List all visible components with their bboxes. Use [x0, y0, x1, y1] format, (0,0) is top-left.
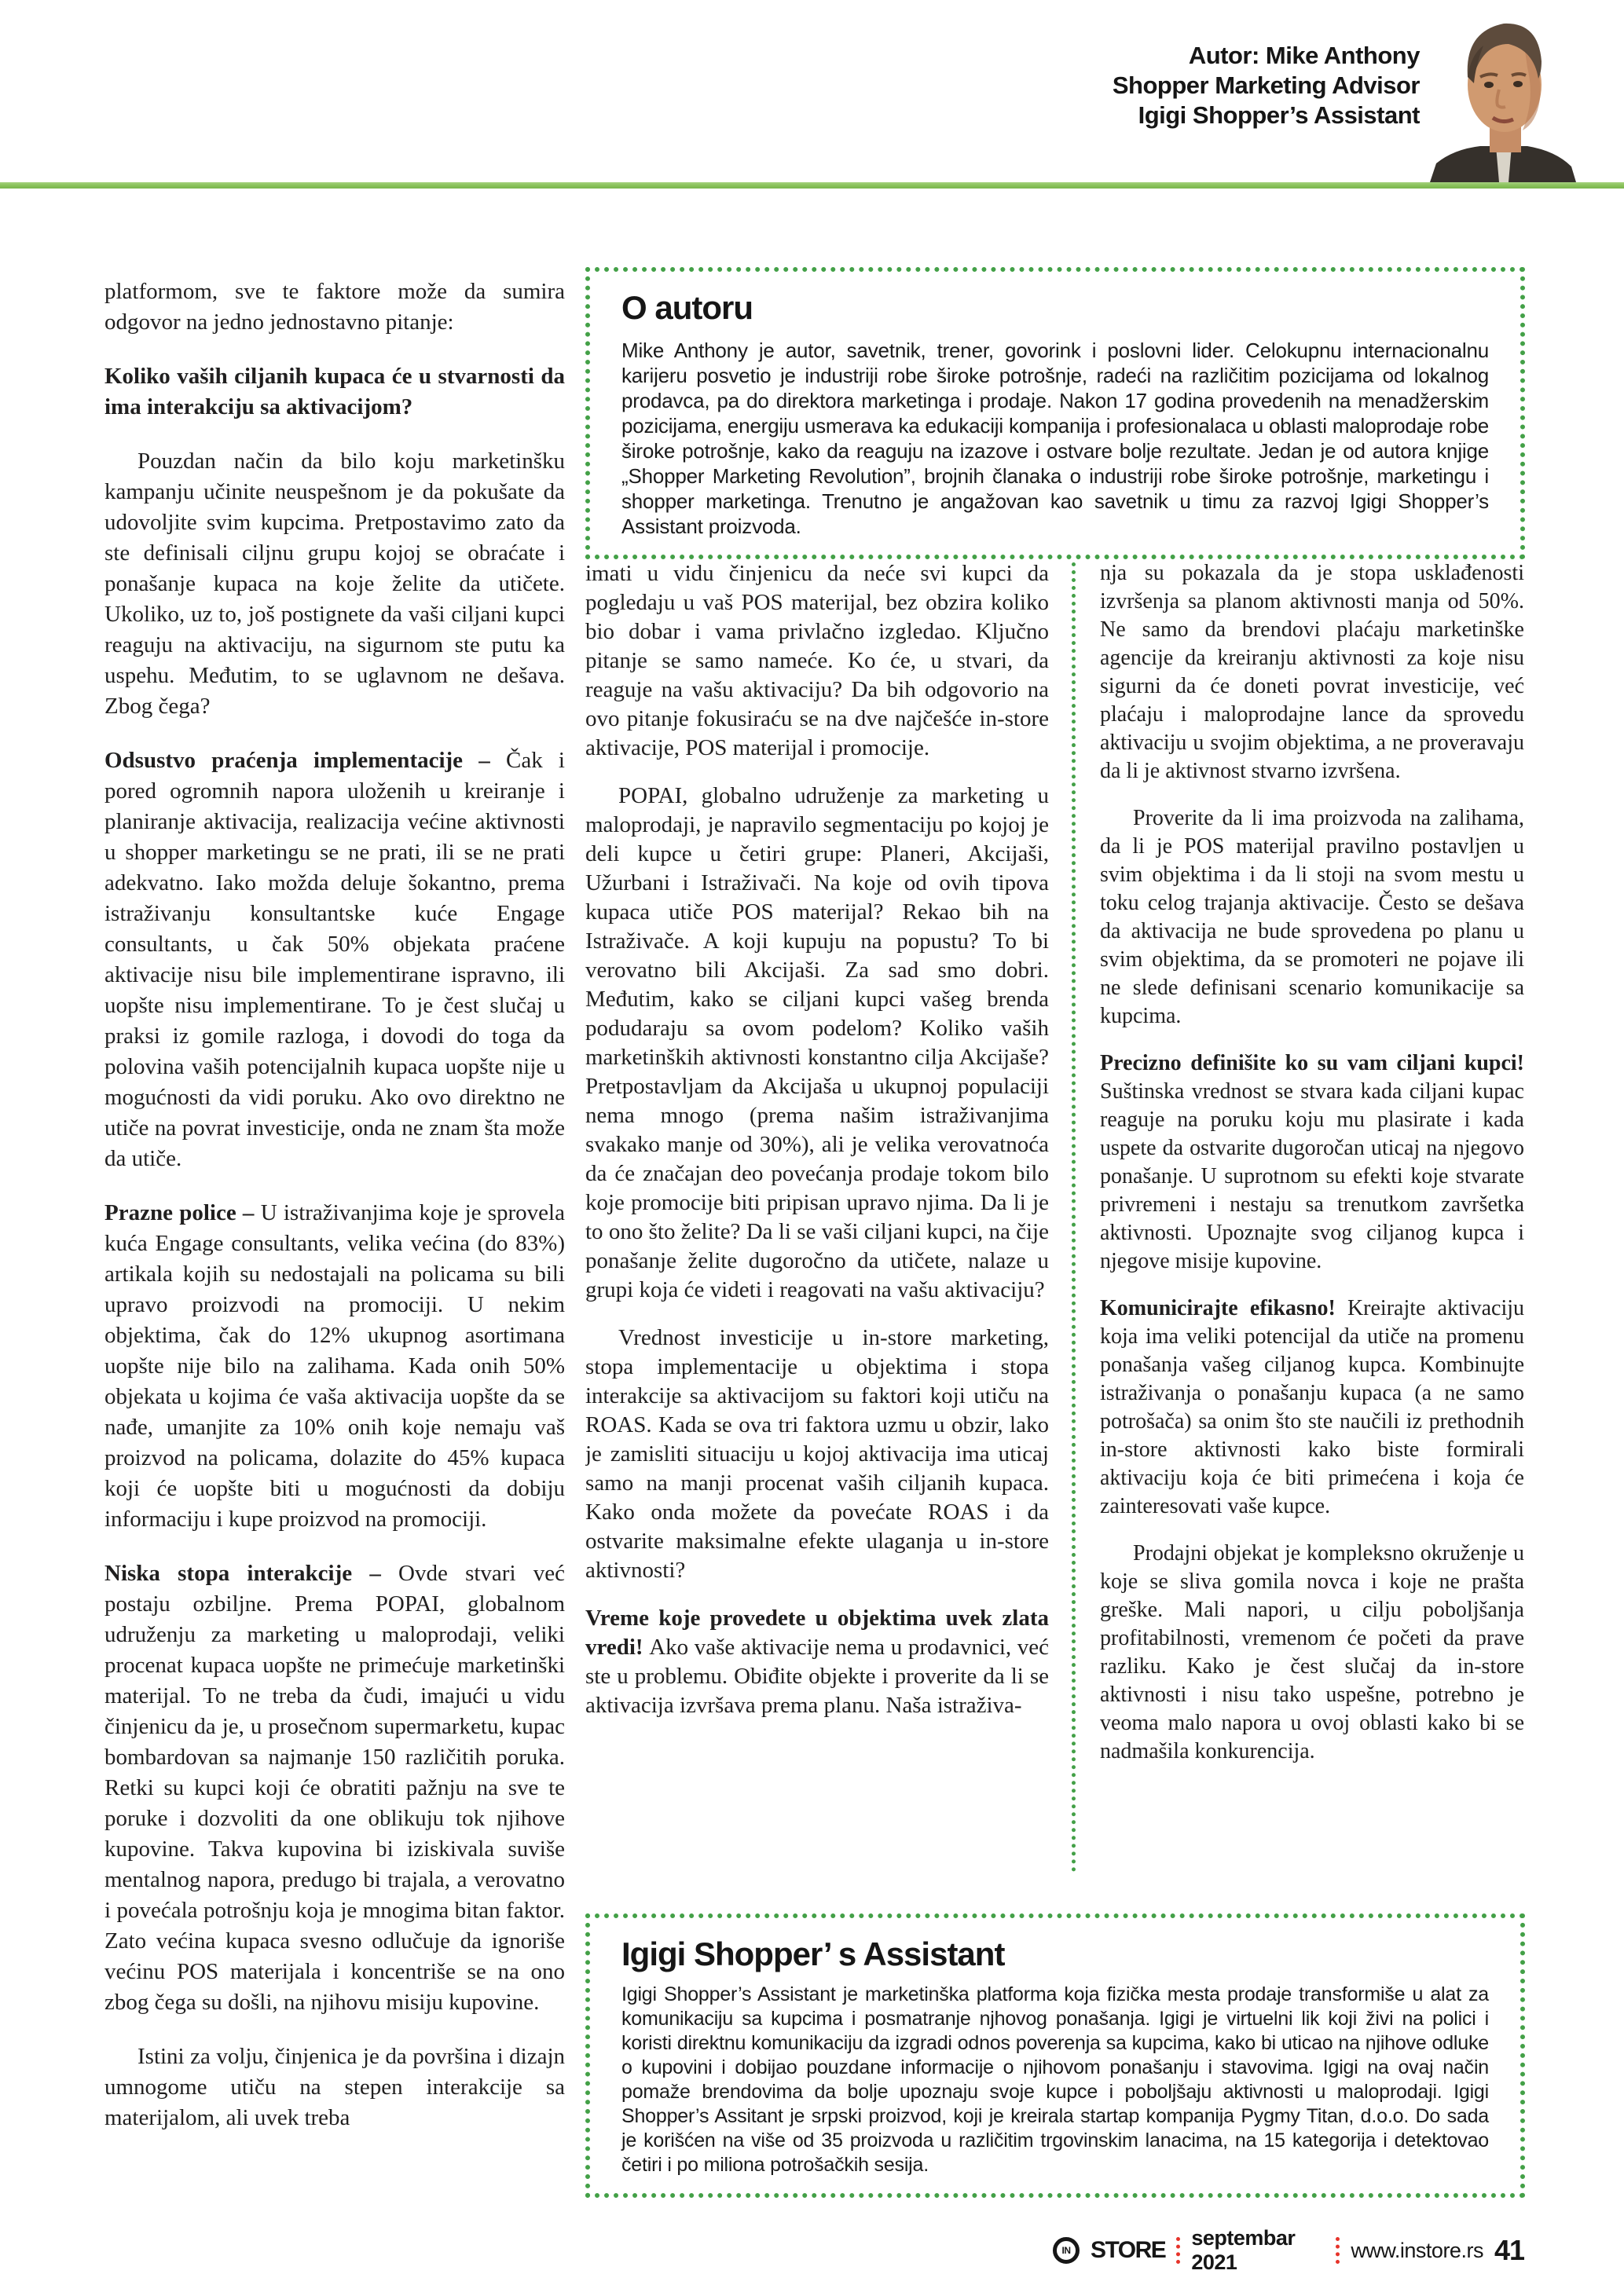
paragraph-lead: Niska stopa interakcije –	[104, 1561, 399, 1586]
paragraph: Prodajni objekat je kompleksno okruženje u koje se sliva gomila novca i koje ne prašta greške. Mali napori, u cilju poboljšanja profitabilnosti, vremenom će početi da prave razliku. Kako je čest slučaj da in-store aktivnosti i nisu tako uspešne, potrebno je veoma malo napora u ovoj oblasti kako bi se nadmašila konkurencija.	[1100, 1541, 1524, 1763]
author-line-name: Autor: Mike Anthony	[1188, 42, 1420, 69]
about-author-box	[585, 267, 1525, 559]
page-footer	[1053, 2226, 1524, 2274]
instore-logo-icon	[1053, 2237, 1080, 2264]
column-heading: Koliko vaših ciljanih kupaca će u stvarnosti da ima interakciju sa aktivacijom?	[104, 364, 565, 419]
about-box-body: Mike Anthony je autor, savetnik, trener, govorink i poslovni lider. Celokupnu internacionalnu karijeru posvetio je industriji robe široke potrošnje, radeći na različitim pozicijama od lokalnog prodavca, pa do direktora marketinga i prodaje. Nakon 17 godina provedenih na menadžerskim pozicijama, energiju usmerava ka edukaciji kompanija i profesionalaca u oblasti maloprodaje robe široke potrošnje, kako da reaguju na izazove i ostvare bolje rezultate. Jedan je od autora knjige „Shopper Marketing Revolution”, brojnih članaka o industriji robe široke potrošnje, marketingu i shopper marketinga. Trenutno je angažovan kao savetnik u timu za razvoj Igigi Shopper’s Assistant proizvoda.	[621, 339, 1489, 538]
author-photo	[1424, 5, 1581, 182]
paragraph: imati u vidu činjenicu da neće svi kupci da pogledaju u vaš POS materijal, bez obzira koliko bio dobar i vama privlačno izgledao. Ključno pitanje se samo nameće. Ko će, u stvari, da reaguje na vašu aktivaciju? Da bih odgovorio na ovo pitanje fokusiraću se na dve najčešće in-store aktivacije, POS materijal i promocije.	[585, 561, 1049, 760]
paragraph-lead: Vreme koje provedete u objektima uvek zlata vredi!	[585, 1606, 1049, 1660]
paragraph: Vreme koje provedete u objektima uvek zlata vredi! Ako vaše aktivacije nema u prodavnici, već ste u problemu. Obiđite objekte i proverite da li se aktivacija izvršava prema planu. Naša istraživa-	[585, 1606, 1049, 1718]
column-middle	[585, 559, 1049, 1906]
paragraph-lead: Odsustvo praćenja implementacije –	[104, 748, 506, 773]
page-number: 41	[1494, 2234, 1524, 2266]
paragraph-lead: Prazne police –	[104, 1200, 261, 1225]
website-url: www.instore.rs	[1351, 2238, 1483, 2262]
author-block	[823, 41, 1420, 130]
instore-logo-text: IN	[1061, 2245, 1071, 2256]
author-line-role: Shopper Marketing Advisor	[1112, 71, 1420, 99]
footer-separator	[1176, 2237, 1180, 2264]
paragraph-lead: Precizno definišite ko su vam ciljani kupci!	[1100, 1051, 1524, 1075]
igigi-box-title: Igigi Shopper’ s Assistant	[621, 1935, 1005, 1972]
about-box-title: O autoru	[621, 289, 753, 326]
column-left	[104, 276, 565, 2198]
magazine-name: STORE	[1091, 2237, 1166, 2263]
igigi-box-body: Igigi Shopper’s Assistant je marketinška platforma koja fizička mesta prodaje transformiše u alat za komunikaciju sa kupcima i posmatranje njhovog ponašanja. Igigi je virtuelni lik koji živi na polici i koristi direktnu komunikaciju da izgradi odnos poverenja sa kupcima, kako bi uticao na njihove odluke o kupovini i dobijao pouzdane informacije o njihovom ponašanju i stavovima. Igigi na ovaj način pomaže brendovima da bolje upoznaju svoje kupce i poboljšaju aktivnosti u maloprodaji. Igigi Shopper’s Assitant je srpski proizvod, koji je kreirala startap kompanija Pygmy Titan, d.o.o. Do sada je korišćen na više od 35 proizvoda u različitim trgovinskim lanacima, na 15 kategorija i detektovao četiri i po miliona potrošačkih sesija.	[621, 1983, 1489, 2176]
paragraph-lead: Komunicirajte efikasno!	[1100, 1296, 1347, 1320]
author-line-company: Igigi Shopper’s Assistant	[1138, 101, 1420, 129]
paragraph: platformom, sve te faktore može da sumira odgovor na jedno jednostavno pitanje:	[104, 279, 565, 335]
paragraph: Komunicirajte efikasno! Kreirajte aktivaciju koja ima veliki potencijal da utiče na promenu ponašanja vašeg ciljanog kupca. Kombinujte istraživanja o ponašanju kupaca (a ne samo potrošača) sa onim što ste naučili iz prethodnih in-store aktivnosti kako biste formirali aktivaciju koja će biti primećena i koja će zainteresovati vaše kupce.	[1100, 1296, 1524, 1518]
paragraph: POPAI, globalno udruženje za marketing u maloprodaji, je napravilo segmentaciju po kojoj je deli kupce u četiri grupe: Planeri, Akcijaši, Užurbani i Istraživači. Na koje od ovih tipova kupaca utiče POS materijal? Rekao bih na Istraživače. A koji kupuju na popustu? To bi verovatno bili Akcijaši. Za sad smo dobri. Međutim, kako se ciljani kupci vašeg brenda podudaraju sa ovom podelom? Koliko vaših marketinških aktivnosti konstantno cilja Akcijaše? Pretpostavljam da Akcijaša u ukupnoj populaciji nema mnogo (prema našim istraživanjima svakako manje od 30%), ali je velika verovatnoća da će značajan deo povećanja prodaje tokom bilo koje promocije biti pripisan upravo njima. Da li je to ono što želite? Da li se vaši ciljani kupci, na čije ponašanje želite dugoročno da utičete, nalaze u grupi koja će videti i reagovati na vašu aktivaciju?	[585, 783, 1049, 1302]
paragraph: Precizno definišite ko su vam ciljani kupci! Suštinska vrednost se stvara kada ciljani kupac reaguje na poruku koju mu plasirate i kada uspete da ostvarite dugoročan uticaj na njegovo ponašanje. U suprotnom su efekti koje stvarate privremeni i nestaju sa trenutkom završetka aktivnosti. Upoznajte svog ciljanog kupca i njegove misije kupovine.	[1100, 1051, 1524, 1273]
paragraph: Vrednost investicije u in-store marketing, stopa implementacije u objektima i stopa interakcije sa aktivacijom su faktori koji utiču na ROAS. Kada se ova tri faktora uzmu u obzir, lako je zamisliti situaciju u kojoj aktivacija ima uticaj samo na manji procenat vaših ciljanih kupaca. Kako onda možete da povećate ROAS i da ostvarite maksimalne efekte ulaganja u in-store aktivnosti?	[585, 1325, 1049, 1583]
paragraph: Pouzdan način da bilo koju marketinšku kampanju učinite neuspešnom je da pokušate da udovoljite svim kupcima. Pretpostavimo zato da ste definisali ciljnu grupu kojoj se obraćate i ponašanje kupaca na koje želite da utičete. Ukoliko, uz to, još postignete da vaši ciljani kupci reaguju na aktivaciju, na sigurnom ste putu ka uspehu. Međutim, to se uglavnom ne dešava. Zbog čega?	[104, 449, 565, 719]
paragraph: nja su pokazala da je stopa usklađenosti izvršenja sa planom aktivnosti manja od 50%. Ne samo da brendovi plaćaju marketinške agencije da kreiranju aktivnosti za koje nisu sigurni da će doneti povrat investicije, već plaćaju i maloprodajne lance da sprovedu aktivaciju u svojim objektima, a ne proveravaju da li je aktivnost stvarno izvršena.	[1100, 561, 1524, 783]
column-right	[1100, 559, 1524, 1906]
paragraph: Prazne police – U istraživanjima koje je sprovela kuća Engage consultants, velika većina (do 83%) artikala kojih su nedostajali na policama su bili upravo proizvodi na promociji. U nekim objektima, čak do 12% ukupnog asortimana uopšte nije bilo na zalihama. Kada onih 50% objekata u kojima će vaša aktivacija uopšte da se nađe, umanjite za 10% onih koje nemaju vaš proizvod na policama, dolazite do 45% kupaca koji će uopšte biti u mogućnosti da dobiju informaciju i kupe proizvod na promociji.	[104, 1200, 565, 1532]
igigi-box	[585, 1913, 1525, 2198]
header-rule	[0, 182, 1624, 189]
paragraph: Istini za volju, činjenica je da površina i dizajn umnogome utiču na stepen interakcije sa materijalom, ali uvek treba	[104, 2044, 565, 2130]
column-separator	[1072, 562, 1076, 1873]
paragraph: Niska stopa interakcije – Ovde stvari već postaju ozbiljne. Prema POPAI, globalnom udruženju za marketing u maloprodaji, veliki procenat kupaca uopšte ne primećuje marketinški materijal. To ne treba da čudi, imajući u vidu činjenicu da je, u prosečnom supermarketu, kupac bombardovan sa najmanje 150 različitih poruka. Retki su kupci koji će obratiti pažnju na sve te poruke i dozvoliti da one oblikuju tok njihove kupovine. Takva kupovina bi iziskivala suviše mentalnog napora, predugo bi trajala, a verovatno i povećala potrošnju koja je mnogima bitan faktor. Zato većina kupaca svesno odlučuje da ignoriše većinu POS materijala i koncentriše se na ono zbog čega su došli, na njihovu misiju kupovine.	[104, 1561, 565, 2015]
footer-separator	[1336, 2237, 1340, 2264]
paragraph: Odsustvo praćenja implementacije – Čak i pored ogromnih napora uloženih u kreiranje i planiranje aktivacija, realizacija većine aktivnosti u shopper marketingu se ne prati, ili se ne prati adekvatno. Iako možda deluje šokantno, prema istraživanju konsultantske kuće Engage consultants, u čak 50% objekata praćene aktivacije nisu bile implementirane ispravno, ili uopšte nisu implementirane. To je čest slučaj u praksi iz gomile razloga, i dovodi do toga da polovina vaših potencijalnih kupaca uopšte nije u mogućnosti da vidi poruku. Ako ovo direktno ne utiče na povrat investicije, onda ne znam šta može da utiče.	[104, 748, 565, 1171]
author-portrait-illustration	[1424, 5, 1581, 182]
issue-date: septembar 2021	[1191, 2226, 1296, 2274]
paragraph: Proverite da li ima proizvoda na zalihama, da li je POS materijal pravilno postavljen u svim objektima i da li stoji na svom mestu u toku celog trajanja aktivacije. Često se dešava da aktivacija ne bude sprovedena po planu u svim objektima, da se promoteri ne pojave ili ne slede definisani scenario komunikacije sa kupcima.	[1100, 806, 1524, 1028]
